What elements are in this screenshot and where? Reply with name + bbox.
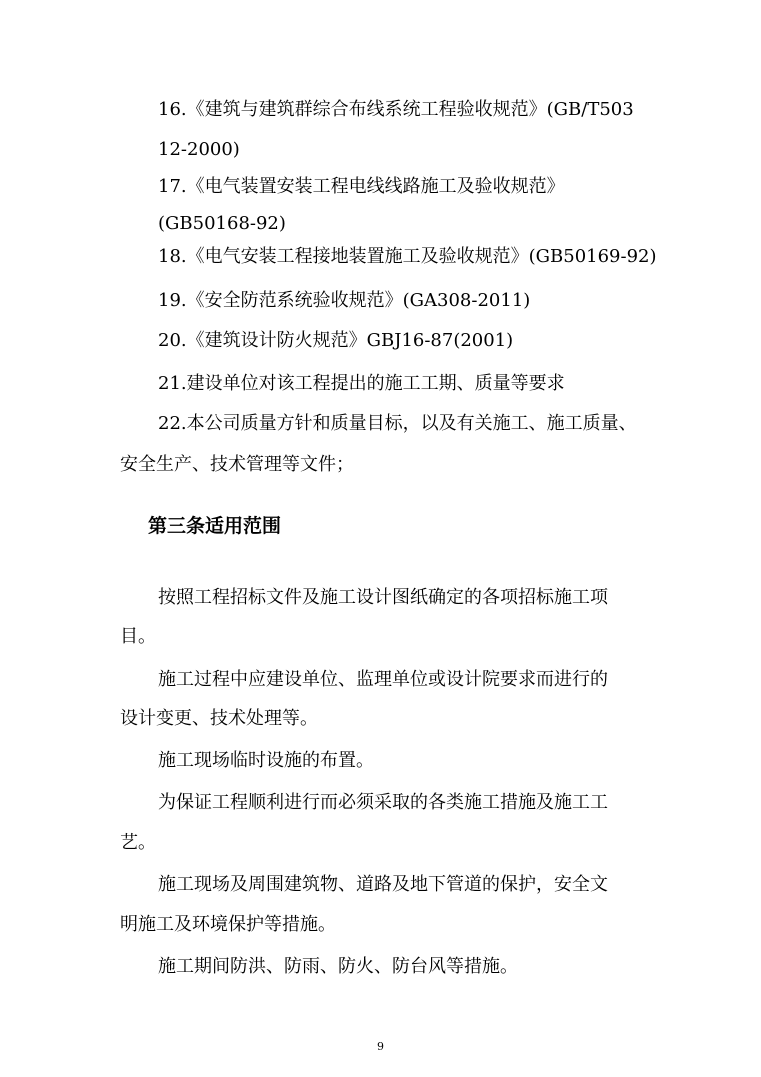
reference-22-line-2: 安全生产、技术管理等文件； [120,454,354,475]
scope-paragraph-1-line-1: 按照工程招标文件及施工设计图纸确定的各项招标施工项 [158,587,608,608]
reference-17-line-1: 17.《电气装置安装工程电线线路施工及验收规范》 [158,176,565,197]
scope-paragraph-5-line-1: 施工现场及周围建筑物、道路及地下管道的保护，安全文 [158,874,608,895]
scope-paragraph-5-line-2: 明施工及环境保护等措施。 [120,914,336,935]
scope-paragraph-2-line-1: 施工过程中应建设单位、监理单位或设计院要求而进行的 [158,669,608,690]
section-heading: 第三条适用范围 [148,515,282,537]
reference-16-line-1: 16.《建筑与建筑群综合布线系统工程验收规范》(GB/T503 [158,99,634,120]
scope-paragraph-6: 施工期间防洪、防雨、防火、防台风等措施。 [158,956,518,977]
scope-paragraph-3: 施工现场临时设施的布置。 [158,750,374,771]
scope-paragraph-4-line-2: 艺。 [120,832,156,853]
scope-paragraph-4-line-1: 为保证工程顺利进行而必须采取的各类施工措施及施工工 [158,792,608,813]
reference-22-line-1: 22.本公司质量方针和质量目标，以及有关施工、施工质量、 [158,413,637,434]
page-number: 9 [377,1040,384,1053]
reference-20: 20.《建筑设计防火规范》GBJ16-87(2001) [158,330,514,351]
reference-18: 18.《电气安装工程接地装置施工及验收规范》(GB50169-92) [158,246,657,267]
reference-17-line-2: (GB50168-92) [158,213,286,234]
scope-paragraph-1-line-2: 目。 [120,626,156,647]
reference-19: 19.《安全防范系统验收规范》(GA308-2011) [158,290,531,311]
scope-paragraph-2-line-2: 设计变更、技术处理等。 [120,708,318,729]
reference-21: 21.建设单位对该工程提出的施工工期、质量等要求 [158,373,565,394]
reference-16-line-2: 12-2000) [158,139,240,160]
